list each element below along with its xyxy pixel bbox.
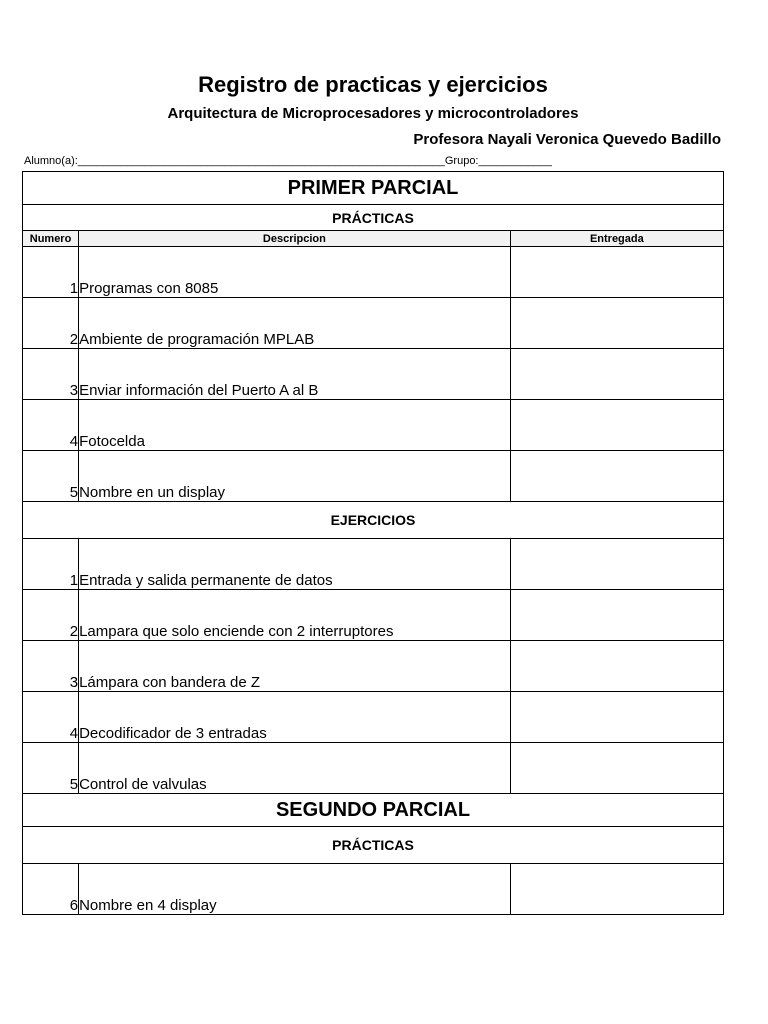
table-row — [23, 743, 724, 794]
column-header-entregada: Entregada — [510, 231, 723, 247]
row-delivered-cell[interactable] — [510, 247, 723, 298]
row-description: Lámpara con bandera de Z — [79, 641, 511, 692]
document-title: Registro de practicas y ejercicios — [198, 72, 548, 97]
student-fields — [24, 155, 552, 167]
section-title: PRIMER PARCIAL — [23, 172, 724, 205]
table-row — [23, 247, 724, 298]
row-number: 1 — [23, 539, 79, 590]
group-title: PRÁCTICAS — [23, 827, 724, 864]
group-label: Grupo: — [444, 155, 479, 167]
table-row — [23, 349, 724, 400]
row-number: 4 — [23, 692, 79, 743]
group-header — [23, 502, 724, 539]
group-title: EJERCICIOS — [23, 502, 724, 539]
column-header-descripcion: Descripcion — [79, 231, 511, 247]
row-number: 5 — [23, 743, 79, 794]
row-description: Decodificador de 3 entradas — [79, 692, 511, 743]
row-description: Programas con 8085 — [79, 247, 511, 298]
row-delivered-cell[interactable] — [510, 641, 723, 692]
row-description: Fotocelda — [79, 400, 511, 451]
student-label: Alumno(a): — [24, 155, 78, 167]
row-delivered-cell[interactable] — [510, 539, 723, 590]
row-delivered-cell[interactable] — [510, 349, 723, 400]
teacher-name: Profesora Nayali Veronica Quevedo Badillo — [413, 131, 721, 148]
row-delivered-cell[interactable] — [510, 864, 723, 915]
table-row — [23, 539, 724, 590]
table-row — [23, 590, 724, 641]
row-description: Ambiente de programación MPLAB — [79, 298, 511, 349]
group-header — [23, 205, 724, 231]
row-number: 3 — [23, 349, 79, 400]
section-header — [23, 794, 724, 827]
group-title: PRÁCTICAS — [23, 205, 724, 231]
row-delivered-cell[interactable] — [510, 692, 723, 743]
section-title: SEGUNDO PARCIAL — [23, 794, 724, 827]
row-number: 4 — [23, 400, 79, 451]
row-description: Lampara que solo enciende con 2 interruptores — [79, 590, 511, 641]
table-row — [23, 692, 724, 743]
row-number: 2 — [23, 590, 79, 641]
table-row — [23, 298, 724, 349]
row-description: Enviar información del Puerto A al B — [79, 349, 511, 400]
table-row — [23, 400, 724, 451]
table-row — [23, 641, 724, 692]
row-delivered-cell[interactable] — [510, 590, 723, 641]
row-description: Entrada y salida permanente de datos — [79, 539, 511, 590]
row-description: Nombre en un display — [79, 451, 511, 502]
column-header-numero: Numero — [23, 231, 79, 247]
row-number: 1 — [23, 247, 79, 298]
row-description: Control de valvulas — [79, 743, 511, 794]
section-header — [23, 172, 724, 205]
group-line[interactable]: ____________ — [478, 155, 552, 167]
student-name-line[interactable]: ____________________________________________________________ — [77, 155, 445, 167]
row-delivered-cell[interactable] — [510, 400, 723, 451]
course-subtitle: Arquitectura de Microprocesadores y microcontroladores — [167, 105, 579, 122]
row-number: 2 — [23, 298, 79, 349]
row-delivered-cell[interactable] — [510, 451, 723, 502]
table-row — [23, 451, 724, 502]
registro-table — [22, 171, 724, 915]
row-delivered-cell[interactable] — [510, 743, 723, 794]
table-row — [23, 864, 724, 915]
row-number: 3 — [23, 641, 79, 692]
column-header-row — [23, 231, 724, 247]
row-delivered-cell[interactable] — [510, 298, 723, 349]
row-description: Nombre en 4 display — [79, 864, 511, 915]
row-number: 5 — [23, 451, 79, 502]
row-number: 6 — [23, 864, 79, 915]
group-header — [23, 827, 724, 864]
